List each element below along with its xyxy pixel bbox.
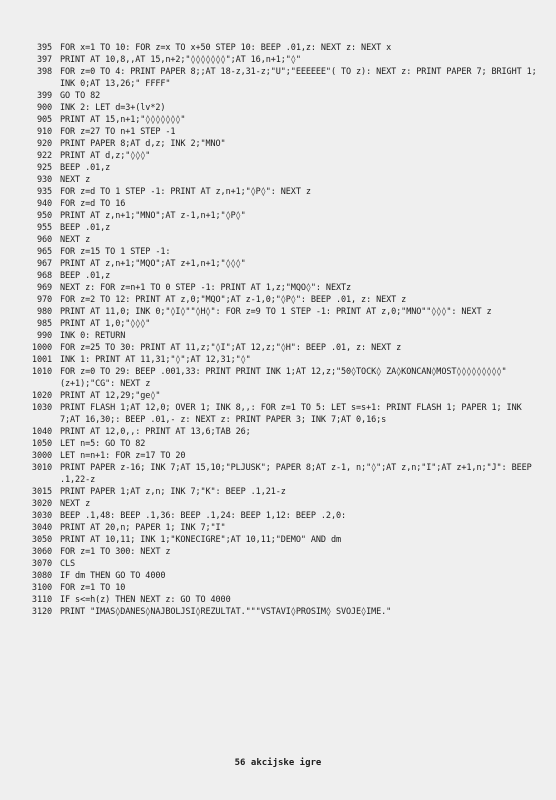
line-code: PRINT AT 12,0,,: PRINT AT 13,6;TAB 26; [60, 427, 251, 437]
line-number: 967 [36, 259, 52, 269]
line-code: LET n=5: GO TO 82 [60, 439, 146, 449]
line-code: BEEP .1,48: BEEP .1,36: BEEP .1,24: BEEP 1,12: BEEP .2,0: [60, 511, 346, 521]
line-number: 3030 [31, 511, 52, 521]
line-code: NEXT z [60, 235, 91, 245]
line-number: 900 [36, 103, 52, 113]
code-line [14, 306, 544, 318]
line-number: 968 [36, 271, 52, 281]
line-number: 965 [36, 247, 52, 257]
code-line [14, 510, 544, 522]
line-code: NEXT z: FOR z=n+1 TO 0 STEP -1: PRINT AT 1,z;"MQO◊": NEXTz [60, 283, 352, 293]
line-number: 3015 [31, 487, 52, 497]
line-code: FOR z=2 TO 12: PRINT AT z,0;"MQO";AT z-1,0;"◊P◊": BEEP .01, z: NEXT z [60, 295, 407, 305]
code-line [14, 594, 544, 606]
code-line [14, 606, 544, 618]
line-number: 925 [36, 163, 52, 173]
line-number: 1050 [31, 439, 52, 449]
line-number: 1010 [31, 367, 52, 377]
line-number: 1001 [31, 355, 52, 365]
code-line [14, 354, 544, 366]
line-code: FOR z=d TO 1 STEP -1: PRINT AT z,n+1;"◊P◊": NEXT z [60, 187, 311, 197]
code-line [14, 498, 544, 510]
line-code: IF s<=h(z) THEN NEXT z: GO TO 4000 [60, 595, 231, 605]
code-line [14, 318, 544, 330]
line-number: 990 [36, 331, 52, 341]
code-line [14, 246, 544, 258]
code-line [14, 582, 544, 594]
code-line [14, 462, 544, 486]
line-number: 395 [36, 43, 52, 53]
line-code: INK 0: RETURN [60, 331, 126, 341]
line-number: 3110 [31, 595, 52, 605]
code-line [14, 66, 544, 90]
line-code: FOR z=1 TO 300: NEXT z [60, 547, 171, 557]
line-code: PRINT AT 11,0; INK 0;"◊I◊""◊H◊": FOR z=9 TO 1 STEP -1: PRINT AT z,0;"MNO""◊◊◊": NEXT z [60, 307, 492, 317]
code-line [14, 534, 544, 546]
line-code: BEEP .01,z [60, 271, 111, 281]
code-line [14, 294, 544, 306]
line-number: 3070 [31, 559, 52, 569]
line-number: 1020 [31, 391, 52, 401]
code-line [14, 450, 544, 462]
code-line [14, 426, 544, 438]
line-number: 970 [36, 295, 52, 305]
code-line [14, 402, 544, 426]
line-number: 910 [36, 127, 52, 137]
line-code: PRINT AT z,n+1;"MQO";AT z+1,n+1;"◊◊◊" [60, 259, 246, 269]
line-number: 3060 [31, 547, 52, 557]
code-line [14, 522, 544, 534]
code-line [14, 174, 544, 186]
line-number: 398 [36, 67, 52, 77]
code-line [14, 42, 544, 54]
line-code: FOR z=27 TO n+1 STEP -1 [60, 127, 176, 137]
line-number: 3080 [31, 571, 52, 581]
code-line [14, 570, 544, 582]
line-code: NEXT z [60, 499, 91, 509]
line-number: 3120 [31, 607, 52, 617]
code-line [14, 186, 544, 198]
line-number: 920 [36, 139, 52, 149]
line-code: PRINT PAPER 1;AT z,n; INK 7;"K": BEEP .1,21-z [60, 487, 286, 497]
code-line [14, 138, 544, 150]
line-code: PRINT PAPER z-16; INK 7;AT 15,10;"PLJUSK"; PAPER 8;AT z-1, n;"◊";AT z,n;"I";AT z+1,n;"J": BEEP .1,22-z [60, 463, 537, 485]
line-number: 922 [36, 151, 52, 161]
code-line [14, 390, 544, 402]
line-number: 935 [36, 187, 52, 197]
code-line [14, 54, 544, 66]
code-line [14, 366, 544, 390]
code-line [14, 282, 544, 294]
line-code: PRINT AT 10,8,,AT 15,n+2;"◊◊◊◊◊◊◊";AT 16,n+1;"◊" [60, 55, 301, 65]
line-number: 3000 [31, 451, 52, 461]
code-line [14, 126, 544, 138]
code-line [14, 234, 544, 246]
line-code: INK 2: LET d=3+(lv*2) [60, 103, 166, 113]
line-number: 905 [36, 115, 52, 125]
line-number: 980 [36, 307, 52, 317]
code-line [14, 198, 544, 210]
line-code: PRINT AT 12,29;"ge◊" [60, 391, 161, 401]
line-code: PRINT FLASH 1;AT 12,0; OVER 1; INK 8,,: FOR z=1 TO 5: LET s=s+1: PRINT FLASH 1; PAPER 1; INK 7;AT 16,30;: BEEP .01,- z: NEXT z: PRINT PAPER 3; INK 7;AT 0,16;s [60, 403, 527, 425]
line-number: 397 [36, 55, 52, 65]
line-code: CLS [60, 559, 76, 569]
line-number: 3050 [31, 535, 52, 545]
line-code: IF dm THEN GO TO 4000 [60, 571, 166, 581]
code-line [14, 258, 544, 270]
code-line [14, 438, 544, 450]
line-number: 930 [36, 175, 52, 185]
line-code: PRINT PAPER 8;AT d,z; INK 2;"MNO" [60, 139, 226, 149]
line-code: GO TO 82 [60, 91, 101, 101]
line-number: 3040 [31, 523, 52, 533]
line-number: 1000 [31, 343, 52, 353]
line-code: PRINT AT z,n+1;"MNO";AT z-1,n+1;"◊P◊" [60, 211, 246, 221]
line-number: 969 [36, 283, 52, 293]
line-number: 3010 [31, 463, 52, 473]
code-line [14, 90, 544, 102]
line-code: INK 1: PRINT AT 11,31;"◊";AT 12,31;"◊" [60, 355, 251, 365]
code-line [14, 558, 544, 570]
code-line [14, 330, 544, 342]
line-code: BEEP .01,z [60, 163, 111, 173]
line-number: 1030 [31, 403, 52, 413]
line-number: 940 [36, 199, 52, 209]
code-line [14, 222, 544, 234]
line-code: FOR z=1 TO 10 [60, 583, 126, 593]
line-number: 985 [36, 319, 52, 329]
line-number: 399 [36, 91, 52, 101]
code-line [14, 486, 544, 498]
code-line [14, 270, 544, 282]
line-code: PRINT AT d,z;"◊◊◊" [60, 151, 151, 161]
code-line [14, 162, 544, 174]
line-code: PRINT AT 1,0;"◊◊◊" [60, 319, 151, 329]
line-code: FOR z=0 TO 29: BEEP .001,33: PRINT PRINT INK 1;AT 12,z;"50◊TOCK◊ ZA◊KONCAN◊MOST◊◊◊◊◊◊◊◊◊"(z+1);"CG": NEXT z [60, 367, 507, 389]
line-code: PRINT AT 15,n+1;"◊◊◊◊◊◊◊" [60, 115, 186, 125]
code-line [14, 546, 544, 558]
line-code: BEEP .01,z [60, 223, 111, 233]
line-number: 3100 [31, 583, 52, 593]
line-number: 955 [36, 223, 52, 233]
line-code: NEXT z [60, 175, 91, 185]
line-number: 960 [36, 235, 52, 245]
line-code: PRINT "IMAS◊DANES◊NAJBOLJSI◊REZULTAT."""VSTAVI◊PROSIM◊ SVOJE◊IME." [60, 607, 392, 617]
code-line [14, 150, 544, 162]
line-code: FOR z=25 TO 30: PRINT AT 11,z;"◊I";AT 12,z;"◊H": BEEP .01, z: NEXT z [60, 343, 402, 353]
line-code: LET n=n+1: FOR z=17 TO 20 [60, 451, 186, 461]
code-line [14, 342, 544, 354]
line-code: PRINT AT 20,n; PAPER 1; INK 7;"I" [60, 523, 226, 533]
line-number: 3020 [31, 499, 52, 509]
line-number: 950 [36, 211, 52, 221]
code-line [14, 210, 544, 222]
line-code: PRINT AT 10,11; INK 1;"KONECIGRE";AT 10,11;"DEMO" AND dm [60, 535, 341, 545]
code-line [14, 102, 544, 114]
line-number: 1040 [31, 427, 52, 437]
basic-listing [14, 42, 544, 618]
page-footer: 56 akcijske igre [234, 758, 322, 768]
line-code: FOR x=1 TO 10: FOR z=x TO x+50 STEP 10: BEEP .01,z: NEXT z: NEXT x [60, 43, 392, 53]
line-code: FOR z=15 TO 1 STEP -1: [60, 247, 171, 257]
line-code: FOR z=0 TO 4: PRINT PAPER 8;;AT 18-z,31-z;"U";"EEEEEE"( TO z): NEXT z: PRINT PAPER 7; BRIGHT 1; INK 0;AT 13,26;" FFFF" [60, 67, 542, 89]
line-code: FOR z=d TO 16 [60, 199, 126, 209]
code-line [14, 114, 544, 126]
